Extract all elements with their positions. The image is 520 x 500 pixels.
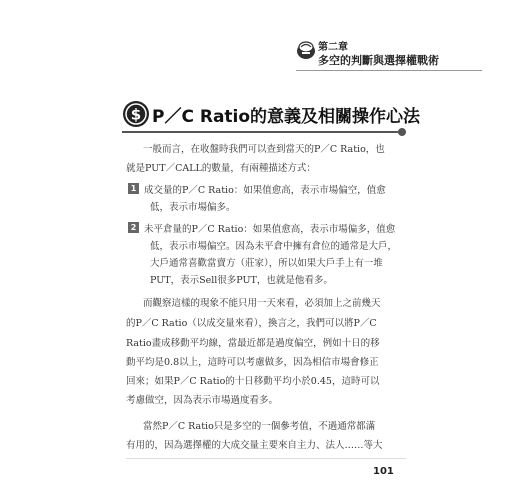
dollar-coin-icon bbox=[122, 100, 150, 128]
chapter-title: 多空的判斷與選擇權戰術 bbox=[318, 54, 439, 67]
text-line: 當然P／C Ratio只是多空的一個參考值，不過通常都滿 bbox=[143, 421, 376, 432]
text-line: PUT，表示Sell很多PUT，也就是他看多。 bbox=[150, 275, 333, 286]
chapter-number: 第二章 bbox=[318, 42, 348, 53]
text-line: 低，表示市場偏空。因為未平倉中擁有倉位的通常是大戶， bbox=[150, 241, 398, 252]
svg-text:$: $ bbox=[130, 105, 142, 124]
page-number: 101 bbox=[373, 466, 394, 477]
text-line: 考慮做空，因為表示市場過度看多。 bbox=[126, 395, 279, 406]
text-line: Ratio畫成移動平均線，當最近都是過度偏空，例如十日的移 bbox=[126, 338, 380, 349]
text-line: 而觀察這樣的現象不能只用一天來看，必須加上之前幾天 bbox=[143, 298, 381, 309]
text-line: 大戶通常喜歡當賣方（莊家），所以如果大戶手上有一堆 bbox=[150, 258, 383, 269]
text-line: 有用的，因為選擇權的大成交量主要來自主力、法人……等大 bbox=[126, 440, 383, 451]
header-rule bbox=[296, 70, 482, 71]
section-rule-end-dot bbox=[398, 128, 406, 136]
footer-rule bbox=[126, 458, 406, 459]
chapter-header bbox=[296, 36, 486, 70]
text-line: 的P／C Ratio（以成交量來看），換言之，我們可以將P／C bbox=[126, 318, 377, 329]
text-line: 低，表示市場偏多。 bbox=[150, 202, 236, 213]
chapter-emblem-icon bbox=[296, 38, 316, 60]
text-line: 未平倉量的P／C Ratio：如果值愈高，表示市場偏多，值愈 bbox=[144, 224, 396, 235]
section-title: P／C Ratio的意義及相關操作心法 bbox=[152, 107, 421, 127]
text-line: 回來；如果P／C Ratio的十日移動平均小於0.45，這時可以 bbox=[126, 376, 380, 387]
text-line: 就是PUT／CALL的數量，有兩種描述方式： bbox=[126, 163, 316, 174]
text-line: 成交量的P／C Ratio：如果值愈高，表示市場偏空，值愈 bbox=[144, 185, 386, 196]
section-rule bbox=[122, 131, 400, 133]
text-line: 動平均是0.8以上，這時可以考慮做多，因為相信市場會修正 bbox=[126, 357, 379, 368]
list-number-badge: 1 bbox=[128, 183, 139, 194]
text-line: 一般而言，在收盤時我們可以查到當天的P／C Ratio，也 bbox=[143, 144, 385, 155]
list-number-badge: 2 bbox=[128, 222, 139, 233]
